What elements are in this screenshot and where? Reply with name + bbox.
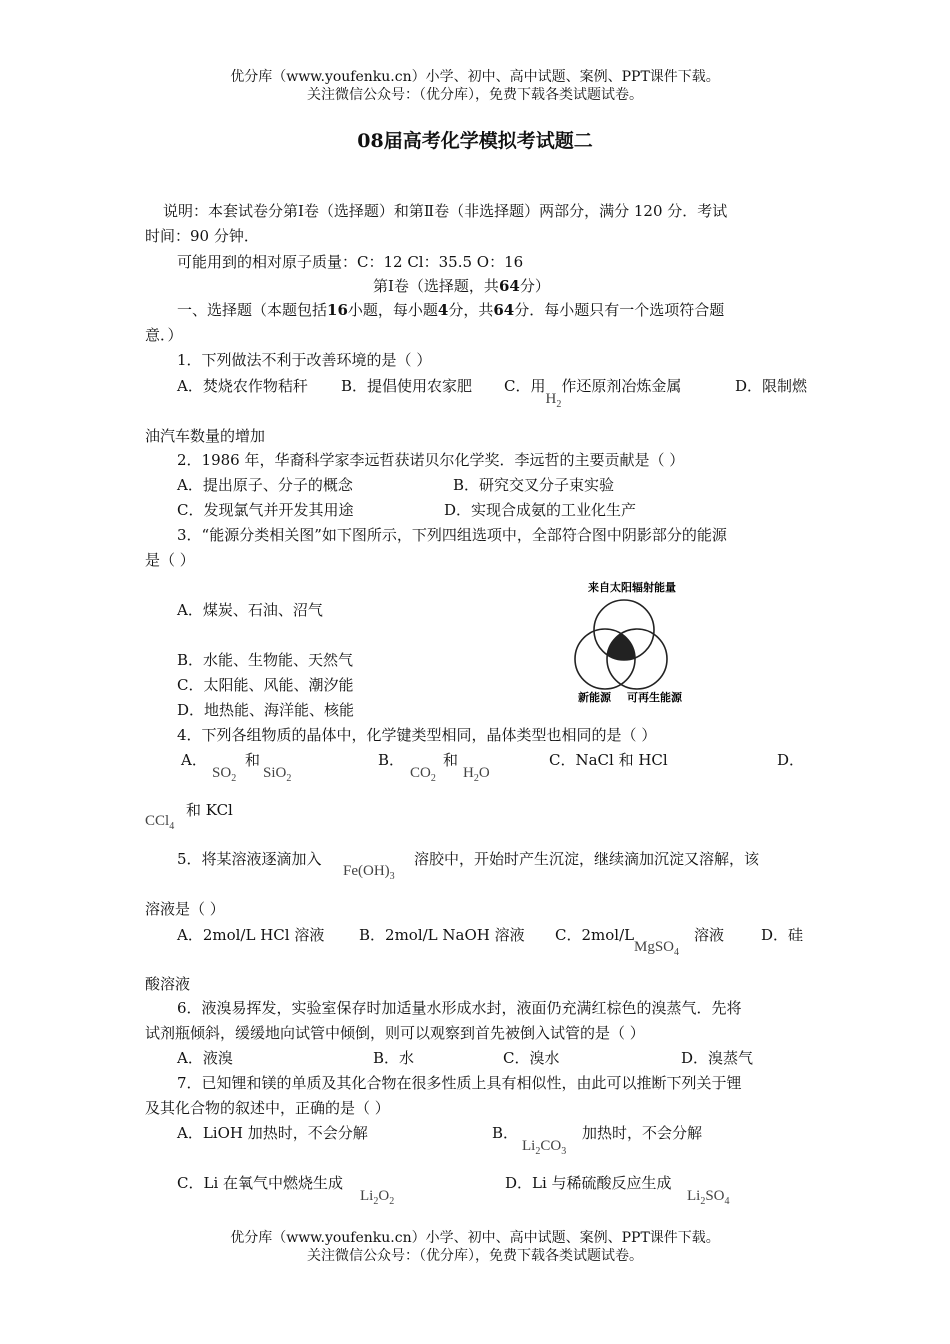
q4-option-d-cont: 和 KCl <box>186 801 233 819</box>
q4-option-b-f1: $CO_2$ <box>410 765 436 784</box>
intro-line-1: 说明：本套试卷分第Ⅰ卷（选择题）和第Ⅱ卷（非选择题）两部分，满分 120 分．考试 <box>163 202 728 220</box>
q7-option-d: D．Li 与稀硫酸反应生成 <box>505 1174 672 1192</box>
q4-option-d: D． <box>777 751 805 769</box>
q7-option-b-post: 加热时，不会分解 <box>582 1124 703 1142</box>
q7-stem: 7．已知锂和镁的单质及其化合物在很多性质上具有相似性，由此可以推断下列关于锂 <box>177 1074 742 1092</box>
q3-option-b: B．水能、生物能、天然气 <box>177 651 354 669</box>
q4-option-a-and: 和 <box>245 751 261 769</box>
q2-option-a: A．提出原子、分子的概念 <box>177 476 353 494</box>
venn-label-new: 新能源 <box>578 691 611 704</box>
q1-option-c: C．用$H_2$作还原剂冶炼金属 <box>504 377 682 410</box>
atomic-masses: 可能用到的相对原子质量：C：12 Cl：35.5 O：16 <box>177 253 524 271</box>
header-line-2: 关注微信公众号：（优分库），免费下载各类试题试卷。 <box>307 87 643 103</box>
q5-stem: 5．将某溶液逐滴加入 <box>177 850 322 868</box>
q7-option-d-formula: $Li_2SO_4$ <box>687 1188 730 1207</box>
q4-option-a-f2: SiO$_2$ <box>263 765 292 784</box>
q6-stem-cont: 试剂瓶倾斜，缓缓地向试管中倾倒，则可以观察到首先被倒入试管的是（ ） <box>145 1024 645 1042</box>
q3-option-a: A．煤炭、石油、沼气 <box>177 601 323 619</box>
q4-option-b-f2: $H_2O$ <box>463 765 490 784</box>
q4-stem: 4．下列各组物质的晶体中，化学键类型相同，晶体类型也相同的是（ ） <box>177 726 657 744</box>
q3-stem-cont: 是（ ） <box>145 551 195 569</box>
header-line-1: 优分库（www.youfenku.cn）小学、初中、高中试题、案例、PPT课件下载。 <box>230 69 720 85</box>
q2-option-d: D．实现合成氨的工业化生产 <box>444 501 637 519</box>
q7-option-a: A．LiOH 加热时，不会分解 <box>177 1124 368 1142</box>
q1-option-b: B．提倡使用农家肥 <box>341 377 473 395</box>
q7-stem-cont: 及其化合物的叙述中，正确的是（ ） <box>145 1099 390 1117</box>
q4-option-a-f1: $SO_2$ <box>212 765 237 784</box>
q1-option-d-cont: 油汽车数量的增加 <box>145 427 266 445</box>
q6-option-d: D．溴蒸气 <box>681 1049 754 1067</box>
footer-line-2: 关注微信公众号：（优分库），免费下载各类试题试卷。 <box>307 1248 643 1264</box>
q5-option-a: A．2mol/L HCl 溶液 <box>177 926 325 944</box>
q1-option-d: D．限制燃 <box>735 377 808 395</box>
q3-option-c: C．太阳能、风能、潮汐能 <box>177 676 354 694</box>
section-instructions: 一、选择题（本题包括16小题，每小题4分，共64分．每小题只有一个选项符合题 <box>177 301 725 319</box>
q5-option-c: C．2mol/L <box>555 926 635 944</box>
q2-option-c: C．发现氯气并开发其用途 <box>177 501 354 519</box>
q7-option-b: B． <box>492 1124 519 1142</box>
section-instructions-cont: 意．） <box>145 326 183 344</box>
q4-option-c: C．NaCl 和 HCl <box>549 751 668 769</box>
intro-line-2: 时间：90 分钟． <box>145 227 259 245</box>
q6-option-b: B．水 <box>373 1049 415 1067</box>
q6-stem: 6．液溴易挥发，实验室保存时加适量水形成水封，液面仍充满红棕色的溴蒸气．先将 <box>177 999 742 1017</box>
page-title: 08届高考化学模拟考试题二 <box>357 130 593 152</box>
q4-option-b-and: 和 <box>443 751 459 769</box>
q7-option-b-formula: $Li_2CO_3$ <box>522 1138 567 1157</box>
q5-formula: $Fe(OH)_3$ <box>343 863 395 882</box>
q6-option-c: C．溴水 <box>503 1049 560 1067</box>
q7-option-c-formula: $Li_2O_2$ <box>360 1188 395 1207</box>
q5-option-c-formula: MgSO$_4$ <box>634 939 680 958</box>
q5-stem-post: 溶胶中，开始时产生沉淀，继续滴加沉淀又溶解，该 <box>414 850 760 868</box>
q4-option-b: B． <box>378 751 405 769</box>
q2-option-b: B．研究交叉分子束实验 <box>453 476 615 494</box>
q3-option-d: D．地热能、海洋能、核能 <box>177 701 355 719</box>
q5-option-c-post: 溶液 <box>694 926 725 944</box>
q4-option-d-formula: CCl$_4$ <box>145 813 175 832</box>
venn-label-renewable: 可再生能源 <box>627 691 682 704</box>
energy-venn-diagram <box>570 574 700 714</box>
q7-option-c: C．Li 在氧气中燃烧生成 <box>177 1174 344 1192</box>
section-heading: 第Ⅰ卷（选择题，共64分） <box>373 277 550 295</box>
q5-option-d: D．硅 <box>761 926 804 944</box>
footer-line-1: 优分库（www.youfenku.cn）小学、初中、高中试题、案例、PPT课件下载。 <box>230 1230 720 1246</box>
q4-option-a: A． <box>181 751 207 769</box>
q5-option-b: B．2mol/L NaOH 溶液 <box>359 926 525 944</box>
q5-option-d-cont: 酸溶液 <box>145 975 191 993</box>
q6-option-a: A．液溴 <box>177 1049 233 1067</box>
q5-stem-cont: 溶液是（ ） <box>145 900 225 918</box>
q1-option-a: A．焚烧农作物秸秆 <box>177 377 308 395</box>
q1-stem: 1．下列做法不利于改善环境的是（ ） <box>177 351 432 369</box>
q3-stem: 3．“能源分类相关图”如下图所示，下列四组选项中，全部符合图中阴影部分的能源 <box>177 526 727 544</box>
q2-stem: 2．1986 年，华裔科学家李远哲获诺贝尔化学奖．李远哲的主要贡献是（ ） <box>177 451 685 469</box>
venn-label-solar: 来自太阳辐射能量 <box>588 581 676 594</box>
